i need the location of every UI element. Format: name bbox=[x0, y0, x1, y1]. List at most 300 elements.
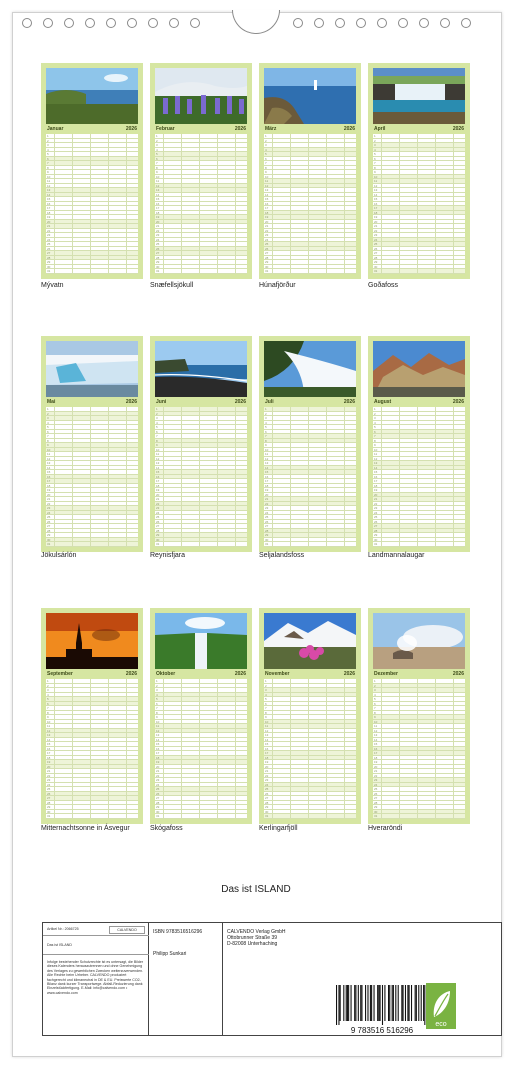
day-number: 29 bbox=[374, 533, 378, 537]
day-number: 21 bbox=[156, 497, 160, 501]
day-number: 22 bbox=[47, 501, 51, 506]
barcode-bar bbox=[367, 985, 368, 1021]
day-number: 24 bbox=[47, 510, 51, 515]
day-number: 31 bbox=[47, 542, 51, 546]
day-number: 16 bbox=[374, 201, 378, 206]
barcode-bar bbox=[351, 985, 352, 1021]
planner-grid bbox=[373, 134, 465, 274]
day-number: 31 bbox=[156, 814, 160, 818]
column-divider bbox=[235, 679, 236, 819]
day-row bbox=[373, 814, 465, 819]
day-number: 13 bbox=[265, 188, 269, 192]
binding-hole bbox=[190, 18, 200, 28]
day-number: 13 bbox=[374, 733, 378, 737]
month-header bbox=[373, 670, 465, 678]
barcode-bar bbox=[358, 985, 359, 1021]
month-name: November bbox=[265, 671, 290, 677]
column-divider bbox=[108, 679, 109, 819]
column-divider bbox=[290, 134, 291, 274]
barcode-bar bbox=[354, 985, 355, 1021]
day-number: 19 bbox=[374, 488, 378, 492]
day-number: 17 bbox=[374, 479, 378, 483]
day-number: 6 bbox=[374, 429, 376, 434]
month-panel bbox=[41, 608, 143, 824]
day-number: 31 bbox=[156, 269, 160, 273]
day-number: 6 bbox=[156, 429, 158, 434]
month-caption: Mývatn bbox=[41, 282, 64, 289]
column-divider bbox=[163, 407, 164, 547]
barcode-bar bbox=[393, 985, 394, 1021]
day-number: 16 bbox=[156, 201, 160, 206]
day-number: 9 bbox=[374, 170, 376, 174]
day-number: 8 bbox=[156, 165, 158, 170]
day-number: 14 bbox=[374, 465, 378, 470]
column-divider bbox=[308, 679, 309, 819]
month-name: Mai bbox=[47, 399, 56, 405]
day-number: 13 bbox=[156, 188, 160, 192]
day-number: 29 bbox=[156, 805, 160, 809]
day-number: 2 bbox=[156, 411, 158, 416]
barcode-bar bbox=[371, 985, 372, 1021]
eco-badge bbox=[426, 983, 456, 1029]
day-number: 12 bbox=[265, 183, 269, 188]
month-photo bbox=[155, 341, 247, 397]
day-number: 4 bbox=[47, 692, 49, 697]
month-panel bbox=[41, 63, 143, 279]
day-row bbox=[373, 269, 465, 274]
barcode-bar bbox=[416, 985, 417, 1021]
day-number: 18 bbox=[156, 210, 160, 215]
month-panel bbox=[259, 63, 361, 279]
day-number: 13 bbox=[47, 188, 51, 192]
day-number: 18 bbox=[265, 755, 269, 760]
binding-hole bbox=[127, 18, 137, 28]
barcode-bar bbox=[388, 985, 389, 1021]
article-number: Artikel Nr.: 2066725 bbox=[47, 927, 79, 931]
day-number: 2 bbox=[265, 683, 267, 688]
day-number: 23 bbox=[374, 778, 378, 782]
column-divider bbox=[453, 407, 454, 547]
barcode-bar bbox=[389, 985, 390, 1021]
day-number: 4 bbox=[374, 147, 376, 152]
day-number: 30 bbox=[156, 809, 160, 814]
column-divider bbox=[272, 679, 273, 819]
column-divider bbox=[326, 679, 327, 819]
day-number: 3 bbox=[156, 416, 158, 420]
month-name: Februar bbox=[156, 126, 175, 132]
day-number: 19 bbox=[156, 215, 160, 219]
month-year: 2026 bbox=[343, 126, 355, 132]
column-divider bbox=[308, 407, 309, 547]
day-number: 10 bbox=[374, 719, 378, 724]
column-divider bbox=[54, 407, 55, 547]
author: Philipp Sunkari bbox=[153, 951, 187, 957]
day-number: 13 bbox=[156, 461, 160, 465]
day-number: 17 bbox=[265, 206, 269, 210]
barcode-bar bbox=[340, 985, 341, 1021]
day-number: 20 bbox=[156, 219, 160, 224]
day-number: 7 bbox=[156, 161, 158, 165]
day-number: 2 bbox=[156, 683, 158, 688]
planner-grid bbox=[264, 407, 356, 547]
day-number: 8 bbox=[265, 710, 267, 715]
day-number: 28 bbox=[47, 255, 51, 260]
day-number: 8 bbox=[265, 438, 267, 443]
day-number: 9 bbox=[374, 715, 376, 719]
day-number: 14 bbox=[265, 192, 269, 197]
day-number: 7 bbox=[265, 161, 267, 165]
day-number: 2 bbox=[47, 683, 49, 688]
barcode-bar bbox=[377, 985, 378, 1021]
day-number: 30 bbox=[47, 809, 51, 814]
day-number: 4 bbox=[47, 420, 49, 425]
column-divider bbox=[326, 407, 327, 547]
month-panel bbox=[150, 336, 252, 552]
column-divider bbox=[72, 134, 73, 274]
day-number: 27 bbox=[47, 251, 51, 255]
day-number: 26 bbox=[265, 246, 269, 251]
day-number: 18 bbox=[265, 210, 269, 215]
column-divider bbox=[381, 679, 382, 819]
month-year: 2026 bbox=[452, 399, 464, 405]
column-divider bbox=[54, 679, 55, 819]
day-number: 26 bbox=[374, 246, 378, 251]
month-year: 2026 bbox=[234, 671, 246, 677]
day-number: 26 bbox=[374, 791, 378, 796]
day-number: 22 bbox=[156, 228, 160, 233]
day-number: 22 bbox=[47, 773, 51, 778]
binding-hole bbox=[419, 18, 429, 28]
day-number: 24 bbox=[374, 510, 378, 515]
day-number: 25 bbox=[374, 787, 378, 791]
day-number: 20 bbox=[47, 764, 51, 769]
day-number: 25 bbox=[374, 242, 378, 246]
day-number: 5 bbox=[374, 425, 376, 429]
day-number: 20 bbox=[374, 492, 378, 497]
binding-hole bbox=[335, 18, 345, 28]
day-number: 14 bbox=[374, 737, 378, 742]
day-number: 13 bbox=[374, 188, 378, 192]
month-caption: Skógafoss bbox=[150, 825, 183, 832]
barcode-bar bbox=[384, 985, 385, 1021]
day-number: 18 bbox=[156, 483, 160, 488]
day-number: 2 bbox=[47, 411, 49, 416]
day-number: 3 bbox=[265, 688, 267, 692]
barcode-bar bbox=[403, 985, 404, 1021]
day-number: 31 bbox=[47, 814, 51, 818]
month-header bbox=[46, 670, 138, 678]
day-number: 15 bbox=[156, 742, 160, 746]
day-number: 29 bbox=[265, 805, 269, 809]
day-number: 29 bbox=[374, 260, 378, 264]
day-number: 1 bbox=[47, 679, 49, 683]
day-number: 27 bbox=[374, 796, 378, 800]
day-row bbox=[373, 542, 465, 547]
column-divider bbox=[235, 134, 236, 274]
imprint-left-panel bbox=[43, 923, 149, 1036]
column-divider bbox=[72, 679, 73, 819]
day-row bbox=[155, 269, 247, 274]
column-divider bbox=[326, 134, 327, 274]
day-number: 9 bbox=[156, 170, 158, 174]
day-number: 5 bbox=[156, 425, 158, 429]
barcode-bar bbox=[382, 985, 383, 1025]
imprint-isbn-panel bbox=[149, 923, 223, 1036]
day-number: 7 bbox=[47, 161, 49, 165]
month-header bbox=[155, 398, 247, 406]
day-number: 24 bbox=[47, 237, 51, 242]
day-number: 16 bbox=[265, 746, 269, 751]
day-number: 1 bbox=[265, 679, 267, 683]
day-number: 25 bbox=[265, 787, 269, 791]
day-number: 23 bbox=[265, 506, 269, 510]
day-number: 12 bbox=[156, 728, 160, 733]
month-name: April bbox=[374, 126, 386, 132]
column-divider bbox=[108, 407, 109, 547]
column-divider bbox=[435, 134, 436, 274]
day-number: 19 bbox=[265, 760, 269, 764]
day-number: 27 bbox=[265, 251, 269, 255]
month-photo bbox=[46, 613, 138, 669]
day-number: 25 bbox=[156, 787, 160, 791]
column-divider bbox=[199, 407, 200, 547]
day-number: 27 bbox=[374, 524, 378, 528]
day-number: 9 bbox=[265, 170, 267, 174]
day-number: 16 bbox=[47, 201, 51, 206]
day-number: 1 bbox=[265, 407, 267, 411]
day-number: 19 bbox=[374, 760, 378, 764]
day-number: 9 bbox=[156, 443, 158, 447]
day-number: 31 bbox=[47, 269, 51, 273]
day-number: 24 bbox=[265, 782, 269, 787]
day-number: 22 bbox=[265, 773, 269, 778]
day-row bbox=[155, 542, 247, 547]
day-number: 23 bbox=[156, 778, 160, 782]
barcode-bar bbox=[409, 985, 410, 1021]
barcode-bar bbox=[395, 985, 396, 1021]
day-number: 15 bbox=[374, 197, 378, 201]
month-header bbox=[373, 398, 465, 406]
day-number: 28 bbox=[156, 528, 160, 533]
planner-grid bbox=[155, 134, 247, 274]
day-number: 4 bbox=[265, 692, 267, 697]
day-number: 25 bbox=[156, 242, 160, 246]
day-number: 19 bbox=[265, 215, 269, 219]
day-number: 16 bbox=[47, 746, 51, 751]
day-number: 1 bbox=[47, 134, 49, 138]
day-number: 11 bbox=[156, 724, 160, 728]
month-panel bbox=[150, 63, 252, 279]
publisher-street: Ottobrunner Straße 39 bbox=[227, 935, 278, 941]
day-number: 15 bbox=[374, 470, 378, 474]
column-divider bbox=[381, 407, 382, 547]
day-number: 25 bbox=[47, 242, 51, 246]
binding-hole bbox=[85, 18, 95, 28]
publisher-city: D-82008 Unterhaching bbox=[227, 941, 278, 947]
day-number: 6 bbox=[47, 429, 49, 434]
column-divider bbox=[399, 407, 400, 547]
month-name: September bbox=[47, 671, 73, 677]
day-number: 7 bbox=[374, 161, 376, 165]
day-number: 29 bbox=[156, 260, 160, 264]
day-number: 2 bbox=[265, 411, 267, 416]
day-number: 26 bbox=[47, 519, 51, 524]
day-number: 22 bbox=[374, 501, 378, 506]
planner-grid bbox=[46, 134, 138, 274]
day-number: 14 bbox=[47, 465, 51, 470]
day-number: 8 bbox=[374, 710, 376, 715]
day-number: 5 bbox=[265, 152, 267, 156]
day-number: 22 bbox=[374, 773, 378, 778]
barcode-bar bbox=[392, 985, 393, 1021]
day-number: 10 bbox=[156, 174, 160, 179]
day-number: 22 bbox=[265, 228, 269, 233]
day-number: 29 bbox=[265, 533, 269, 537]
day-number: 25 bbox=[374, 515, 378, 519]
day-number: 27 bbox=[47, 796, 51, 800]
day-number: 24 bbox=[47, 782, 51, 787]
day-number: 28 bbox=[156, 255, 160, 260]
column-divider bbox=[235, 407, 236, 547]
day-number: 21 bbox=[47, 497, 51, 501]
column-divider bbox=[90, 679, 91, 819]
day-number: 21 bbox=[374, 769, 378, 773]
column-divider bbox=[181, 407, 182, 547]
day-number: 26 bbox=[265, 791, 269, 796]
day-number: 19 bbox=[47, 760, 51, 764]
day-number: 17 bbox=[374, 751, 378, 755]
day-number: 4 bbox=[156, 147, 158, 152]
day-number: 31 bbox=[374, 269, 378, 273]
column-divider bbox=[435, 679, 436, 819]
publisher-logo: CALVENDO bbox=[109, 926, 145, 934]
day-number: 3 bbox=[156, 143, 158, 147]
day-number: 20 bbox=[374, 764, 378, 769]
day-number: 21 bbox=[374, 224, 378, 228]
day-number: 14 bbox=[265, 737, 269, 742]
binding-hole bbox=[398, 18, 408, 28]
month-photo bbox=[373, 613, 465, 669]
day-number: 17 bbox=[156, 479, 160, 483]
day-number: 20 bbox=[265, 764, 269, 769]
day-number: 26 bbox=[156, 791, 160, 796]
month-photo bbox=[264, 341, 356, 397]
binding-hole bbox=[356, 18, 366, 28]
column-divider bbox=[217, 134, 218, 274]
column-divider bbox=[290, 679, 291, 819]
day-number: 3 bbox=[374, 143, 376, 147]
month-name: Januar bbox=[47, 126, 64, 132]
day-number: 29 bbox=[374, 805, 378, 809]
planner-grid bbox=[155, 679, 247, 819]
column-divider bbox=[217, 407, 218, 547]
barcode-bar bbox=[343, 985, 344, 1021]
month-photo bbox=[373, 68, 465, 124]
eco-label: eco bbox=[435, 1021, 447, 1028]
binding-hole bbox=[64, 18, 74, 28]
day-number: 22 bbox=[156, 773, 160, 778]
day-number: 13 bbox=[156, 733, 160, 737]
day-number: 28 bbox=[374, 800, 378, 805]
isbn: ISBN 9783516516296 bbox=[153, 929, 203, 935]
day-number: 1 bbox=[374, 679, 376, 683]
day-number: 8 bbox=[374, 165, 376, 170]
day-number: 3 bbox=[374, 416, 376, 420]
day-number: 1 bbox=[374, 407, 376, 411]
day-number: 12 bbox=[47, 456, 51, 461]
day-number: 21 bbox=[156, 769, 160, 773]
day-number: 10 bbox=[47, 447, 51, 452]
day-number: 23 bbox=[374, 233, 378, 237]
day-number: 17 bbox=[156, 751, 160, 755]
barcode-bar bbox=[346, 985, 347, 1021]
column-divider bbox=[72, 407, 73, 547]
day-number: 7 bbox=[156, 434, 158, 438]
month-panel bbox=[368, 336, 470, 552]
day-number: 15 bbox=[265, 197, 269, 201]
day-number: 6 bbox=[374, 701, 376, 706]
day-number: 2 bbox=[156, 138, 158, 143]
day-number: 20 bbox=[265, 492, 269, 497]
month-caption: Goðafoss bbox=[368, 282, 398, 289]
day-number: 7 bbox=[47, 706, 49, 710]
day-number: 28 bbox=[374, 528, 378, 533]
day-number: 11 bbox=[374, 179, 378, 183]
barcode-bar bbox=[407, 985, 408, 1021]
barcode-bar bbox=[378, 985, 379, 1021]
day-number: 4 bbox=[47, 147, 49, 152]
day-number: 4 bbox=[374, 692, 376, 697]
day-number: 18 bbox=[374, 210, 378, 215]
month-caption: Landmannalaugar bbox=[368, 552, 425, 559]
day-number: 30 bbox=[47, 264, 51, 269]
imprint-title: Das ist ISLAND bbox=[47, 943, 72, 947]
day-number: 13 bbox=[374, 461, 378, 465]
day-number: 5 bbox=[374, 152, 376, 156]
day-number: 4 bbox=[374, 420, 376, 425]
day-number: 11 bbox=[265, 724, 269, 728]
column-divider bbox=[272, 134, 273, 274]
barcode-bar bbox=[336, 985, 337, 1025]
month-photo bbox=[373, 341, 465, 397]
month-year: 2026 bbox=[125, 126, 137, 132]
day-number: 14 bbox=[47, 737, 51, 742]
binding-hole bbox=[293, 18, 303, 28]
day-number: 5 bbox=[265, 697, 267, 701]
day-number: 10 bbox=[156, 447, 160, 452]
day-number: 15 bbox=[156, 470, 160, 474]
planner-grid bbox=[264, 134, 356, 274]
barcode-bar bbox=[398, 985, 399, 1021]
column-divider bbox=[217, 679, 218, 819]
column-divider bbox=[108, 134, 109, 274]
month-header bbox=[264, 670, 356, 678]
barcode-bar bbox=[405, 985, 406, 1021]
day-number: 19 bbox=[265, 488, 269, 492]
day-number: 28 bbox=[47, 528, 51, 533]
day-number: 26 bbox=[156, 519, 160, 524]
day-number: 16 bbox=[265, 474, 269, 479]
day-number: 6 bbox=[156, 701, 158, 706]
day-number: 21 bbox=[265, 769, 269, 773]
month-caption: Jökulsárlón bbox=[41, 552, 77, 559]
day-number: 19 bbox=[156, 488, 160, 492]
day-number: 16 bbox=[156, 746, 160, 751]
day-number: 17 bbox=[47, 479, 51, 483]
day-number: 6 bbox=[265, 429, 267, 434]
day-number: 12 bbox=[265, 456, 269, 461]
day-number: 22 bbox=[374, 228, 378, 233]
